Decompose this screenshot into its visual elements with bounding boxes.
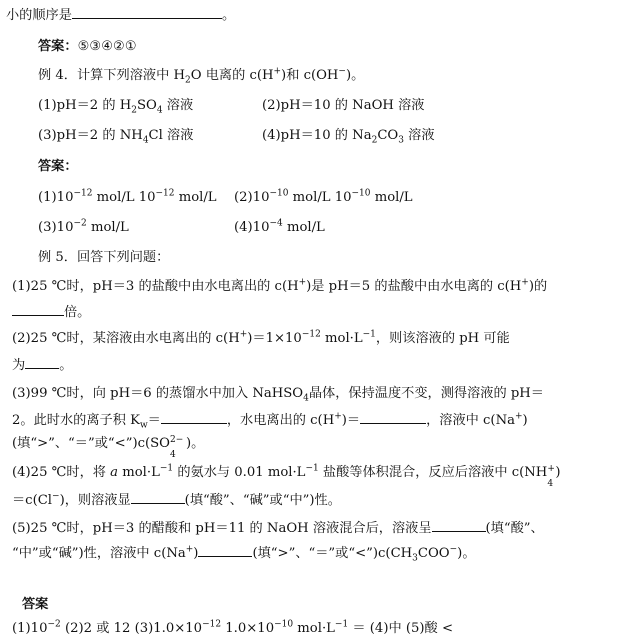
final-answer-label: 答案 xyxy=(22,597,49,612)
answer-blank xyxy=(25,356,59,369)
ex4-item-2: (2)pH＝10 的 NaOH 溶液 xyxy=(262,98,425,113)
ex5-q4-line1: (4)25 ℃时，将 a $mol\cdot L^{-1}$ 的氨水与 0.01 $mol\cdot L^{-1}$ 盐酸等体积混合，反应后溶液中 c(NH + 4 ) xyxy=(12,463,561,489)
ex5-q1-line1: (1)25 ℃时，pH＝3 的盐酸中由水电离出的 c(H+)是 pH＝5 的盐酸中由水电离的 c(H+)的 xyxy=(12,277,548,294)
ex4-item-4: (4)pH＝10 的 $Na_2CO_3$ 溶液 xyxy=(262,128,435,146)
ex5-q3-line3: (填“>”、“＝”或“<”)c(SO 2− 4 )。 xyxy=(12,435,205,460)
ex5-q2-line1: (2)25 ℃时，某溶液由水电离出的 $c(H^+)=1\times 10^{-12}$ $mol\cdot L^{-1}$，则该溶液的 pH 可能 xyxy=(12,329,510,346)
prev-question-line: 小的顺序是 。 xyxy=(6,8,236,23)
ex4-answer-2: $(2)10^{-10}$ mol/L $10^{-10}$ mol/L xyxy=(234,188,413,205)
answer-label: 答案： xyxy=(38,39,78,54)
ex5-q5-line2: “中”或“碱”)性，溶液中 c(Na+) (填“>”、“＝”或“$<”)c(CH_3COO^-)$。 xyxy=(12,544,476,564)
ex5-q3-line2: 2。此时水的离子积 $K_w=$ ，水电离出的 c(H+)＝ ，溶液中 c(Na+) xyxy=(12,411,528,431)
ex4-title: 例 4．计算下列溶液中 $H_2O$ 电离的 c(H+)和 c(OH−)。 xyxy=(38,66,365,86)
final-answer-line: $(1)10^{-2}$ (2)2 或 12 $(3)1.0\times 10^{-12}$ $1.0\times 10^{-10}$ $mol\cdot L^{-1} = (4)$中 (5)酸 < xyxy=(12,619,453,636)
ex5-q5-line1: (5)25 ℃时，pH＝3 的醋酸和 pH＝11 的 NaOH 溶液混合后，溶液呈 (填“酸”、 xyxy=(12,521,544,536)
answer-blank xyxy=(12,303,64,316)
answer-blank xyxy=(198,544,252,557)
answer-blank xyxy=(161,411,227,424)
prev-question-text: 小的顺序是 xyxy=(6,8,72,23)
answer-blank xyxy=(72,6,222,19)
ex5-q1-line2: 倍。 xyxy=(12,303,90,319)
ex5-q4-line2: ＝c(Cl−)，则溶液显 (填“酸”、“碱”或“中”)性。 xyxy=(12,491,341,508)
ex4-answer-1: $(1)10^{-12}$ mol/L $10^{-12}$ mol/L xyxy=(38,188,217,205)
ex5-q3-line1: (3)99 ℃时，向 pH＝6 的蒸馏水中加入 NaHSO$_4$晶体，保持温度不变，测得溶液的 pH＝ xyxy=(12,386,544,404)
ex5-title: 例 5．回答下列问题： xyxy=(38,250,170,265)
answer-value: ⑤③④②① xyxy=(77,39,137,54)
ex4-item-3: (3)pH＝2 的 $NH_4Cl$ 溶液 xyxy=(38,128,194,146)
answer-blank xyxy=(432,519,486,532)
answer-blank xyxy=(360,411,426,424)
ex4-item-1: (1)pH＝2 的 $H_2SO_4$ 溶液 xyxy=(38,98,194,116)
answer-blank xyxy=(131,491,185,504)
answer-line-3 xyxy=(38,40,137,53)
ex4-answer-3: $(3)10^{-2}$ mol/L xyxy=(38,218,129,235)
ex5-q2-line2: 为 。 xyxy=(12,358,73,373)
ex4-answer-4: $(4)10^{-4}$ mol/L xyxy=(234,218,325,235)
ex4-answer-label: 答案： xyxy=(38,159,78,174)
